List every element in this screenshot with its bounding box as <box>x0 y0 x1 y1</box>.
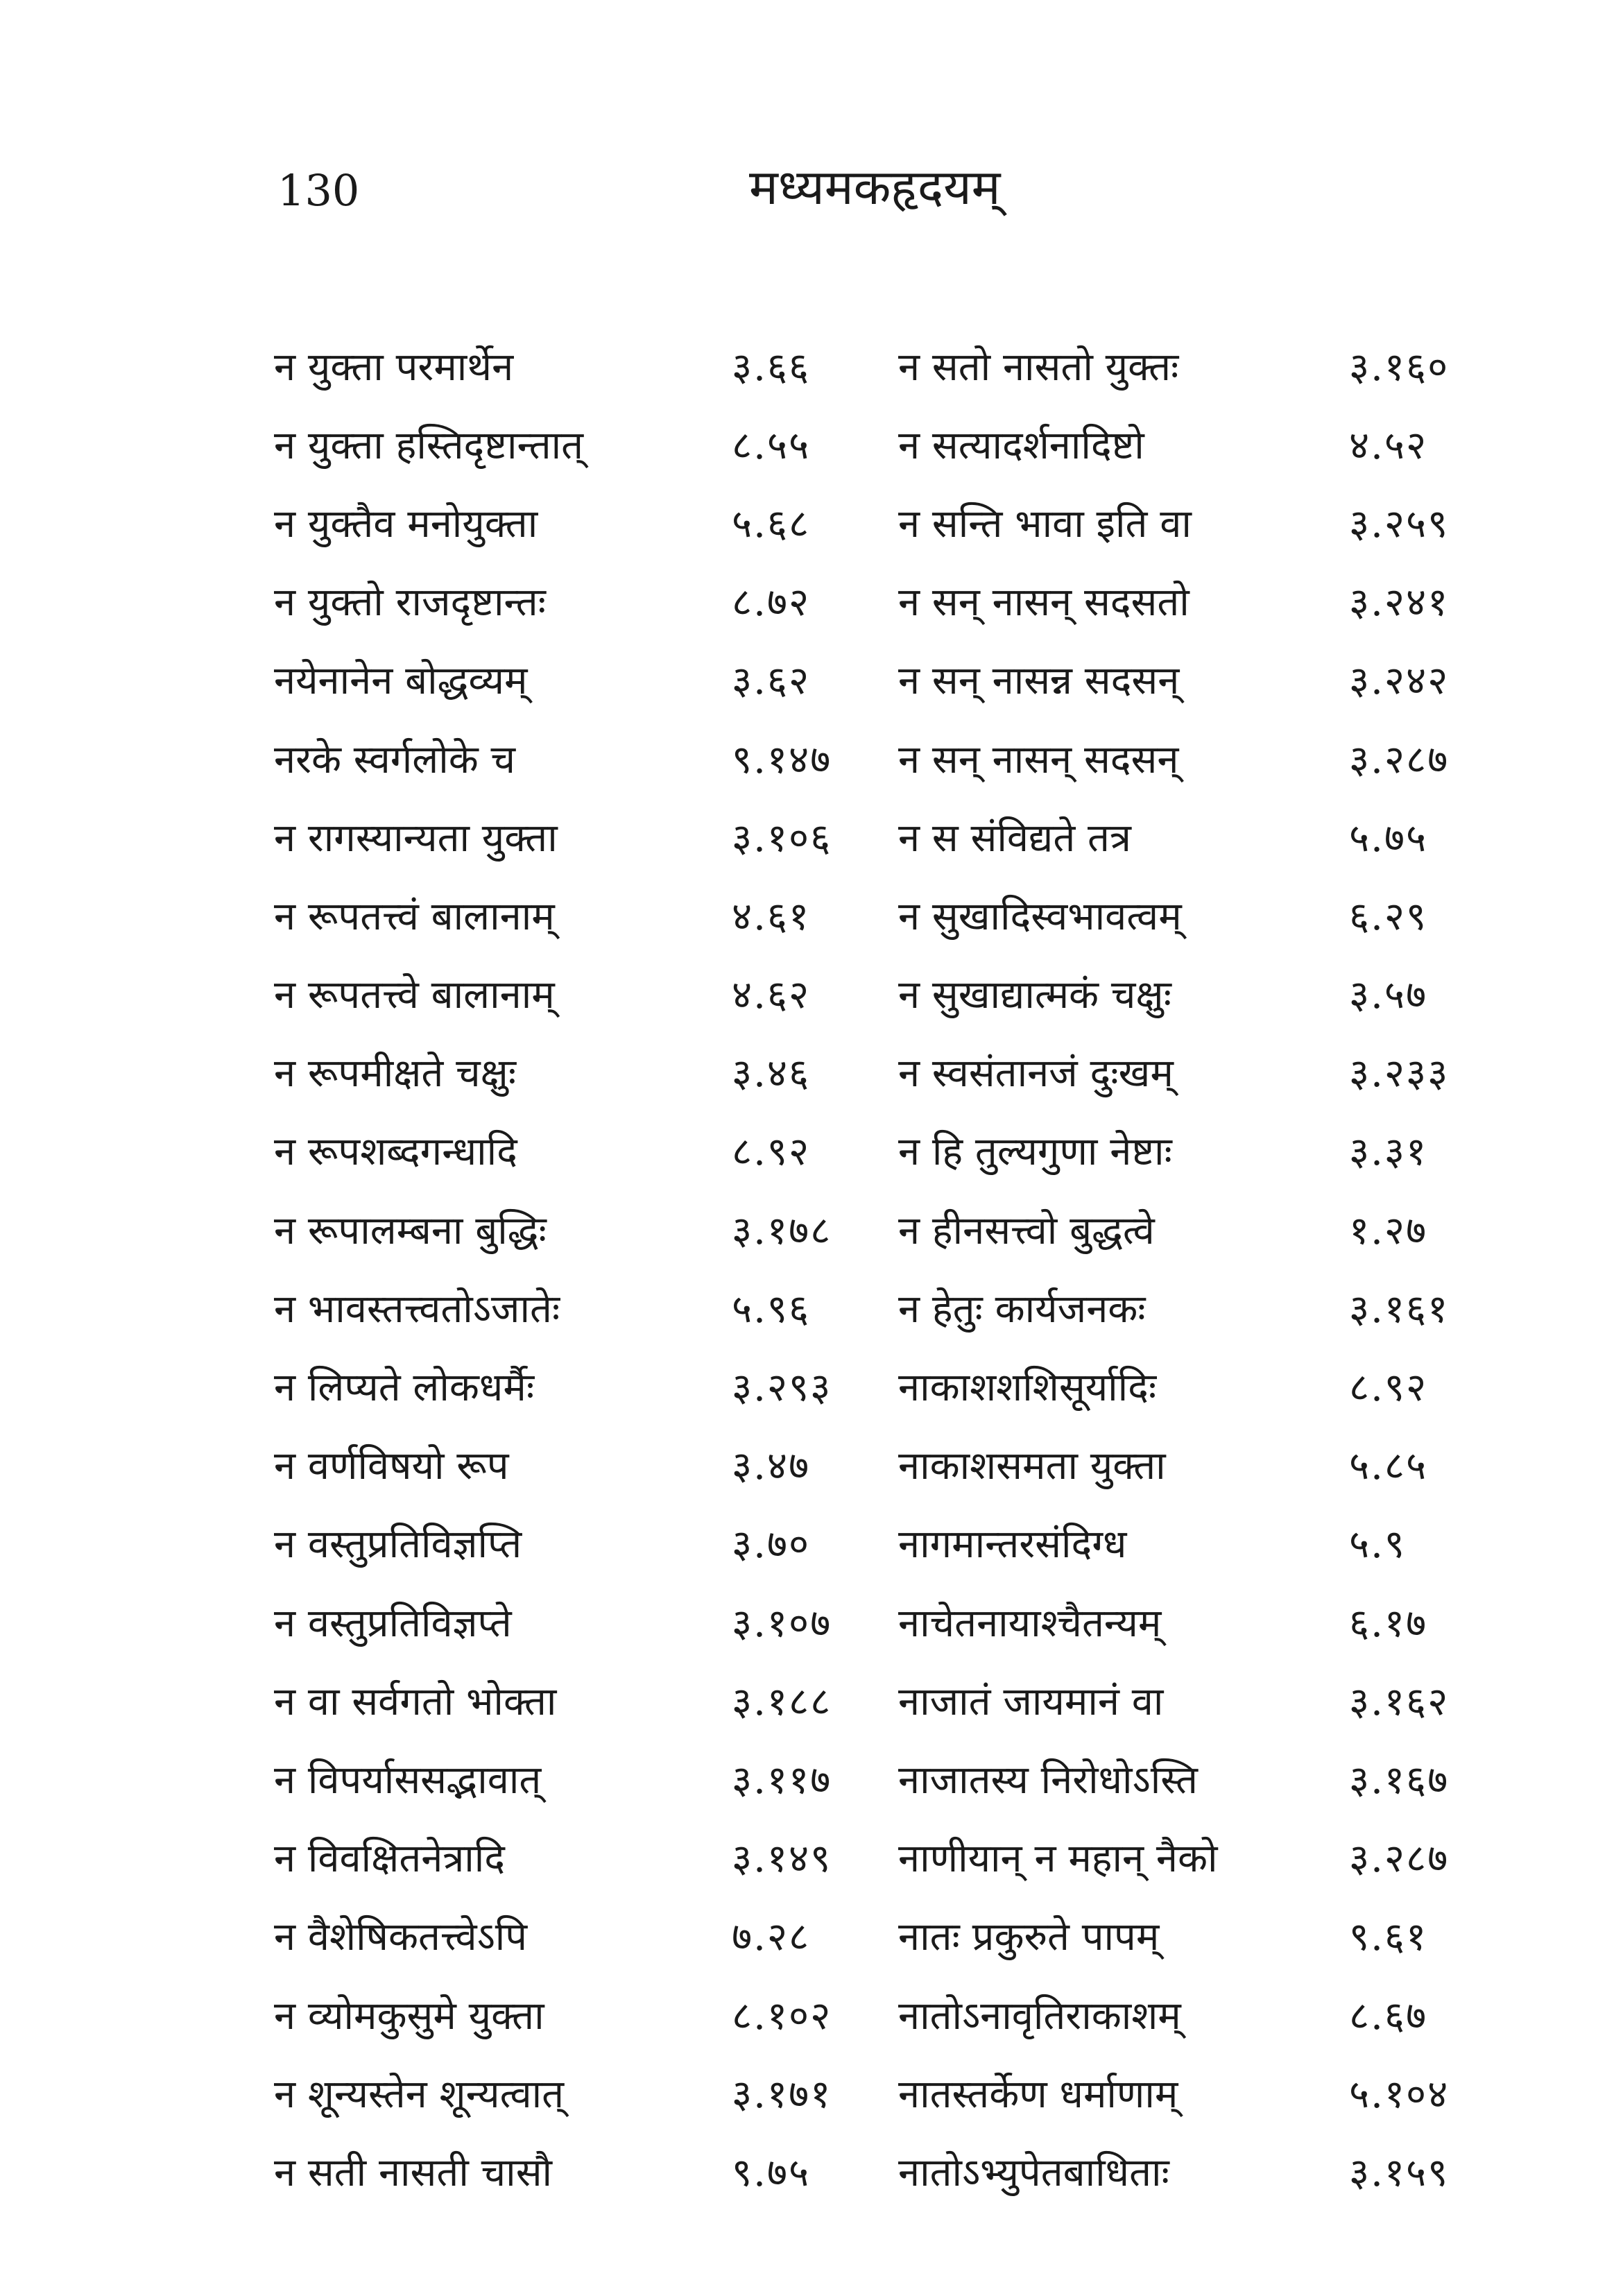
verse-reference: ६.१७ <box>1349 1600 1428 1646</box>
index-row <box>274 2132 1522 2210</box>
verse-first-line: न रूपालम्बना बुद्धिः <box>274 1208 547 1253</box>
verse-first-line: न व्योमकुसुमे युक्ता <box>274 1993 544 2039</box>
index-row <box>274 326 1522 404</box>
running-title: मध्यमकहृदयम् <box>749 159 1001 216</box>
index-row <box>274 404 1522 483</box>
verse-first-line: न रागस्यान्यता युक्ता <box>274 815 558 861</box>
verse-reference: ३.१०७ <box>732 1600 832 1646</box>
verse-reference: ८.७२ <box>732 580 811 626</box>
verse-first-line: न स संविद्यते तत्र <box>898 815 1131 861</box>
index-row <box>274 1268 1522 1346</box>
verse-first-line: न सतो नासतो युक्तः <box>898 344 1179 390</box>
verse-first-line: न सन् नासन्न सदसन् <box>898 658 1180 704</box>
verse-first-line: नातः प्रकुरुते पापम् <box>898 1914 1160 1960</box>
verse-reference: ८.१०२ <box>732 1993 832 2039</box>
verse-first-line: न वस्तुप्रतिविज्ञप्ते <box>274 1600 512 1646</box>
verse-first-line: न सती नासती चासौ <box>274 2150 553 2195</box>
index-row <box>274 1896 1522 1975</box>
verse-first-line: न रूपतत्त्वे बालानाम् <box>274 973 555 1018</box>
verse-first-line: न रूपतत्त्वं बालानाम् <box>274 893 555 939</box>
verse-reference: ५.९६ <box>732 1286 811 1332</box>
verse-first-line: न सत्यादर्शनादिष्टो <box>898 422 1144 468</box>
verse-first-line: नरके स्वर्गलोके च <box>274 737 516 782</box>
verse-first-line: न वा सर्वगतो भोक्ता <box>274 1679 557 1724</box>
verse-first-line: न वर्णविषयो रूप <box>274 1443 509 1489</box>
verse-first-line: न हि तुल्यगुणा नेष्टाः <box>898 1129 1172 1175</box>
index-row <box>274 954 1522 1033</box>
verse-reference: ३.४६ <box>732 1051 811 1097</box>
verse-reference: ४.६१ <box>732 893 811 939</box>
verse-reference: ८.९२ <box>732 1129 811 1175</box>
index-row <box>274 1425 1522 1504</box>
verse-reference: ८.६७ <box>1349 1993 1428 2039</box>
verse-first-line: न हेतुः कार्यजनकः <box>898 1286 1146 1332</box>
index-row <box>274 562 1522 640</box>
verse-reference: ३.२९३ <box>732 1365 832 1411</box>
verse-first-line: नाजातस्य निरोधोऽस्ति <box>898 1757 1198 1803</box>
verse-first-line: न वस्तुप्रतिविज्ञप्ति <box>274 1522 522 1568</box>
verse-reference: ३.१७१ <box>732 2071 832 2117</box>
verse-reference: ३.५७ <box>1349 973 1428 1018</box>
verse-reference: ३.१७८ <box>732 1208 832 1253</box>
verse-reference: ९.६१ <box>1349 1914 1428 1960</box>
verse-first-line: न सन्ति भावा इति वा <box>898 501 1192 547</box>
verse-reference: ३.२३३ <box>1349 1051 1450 1097</box>
verse-index-table <box>274 326 1522 2211</box>
index-row <box>274 1818 1522 1896</box>
verse-first-line: नाजातं जायमानं वा <box>898 1679 1164 1724</box>
verse-reference: ५.८५ <box>1349 1443 1428 1489</box>
verse-reference: ४.६२ <box>732 973 811 1018</box>
verse-first-line: न स्वसंतानजं दुःखम् <box>898 1051 1174 1097</box>
index-row <box>274 483 1522 561</box>
verse-first-line: न भावस्तत्त्वतोऽजातेः <box>274 1286 560 1332</box>
verse-reference: ३.१४९ <box>732 1836 832 1882</box>
verse-reference: ५.७५ <box>1349 815 1428 861</box>
verse-first-line: नातस्तर्केण धर्माणाम् <box>898 2071 1178 2117</box>
verse-reference: ८.९२ <box>1349 1365 1428 1411</box>
verse-reference: ८.५५ <box>732 422 811 468</box>
verse-reference: ४.५२ <box>1349 422 1428 468</box>
verse-first-line: न वैशेषिकतत्त्वेऽपि <box>274 1914 528 1960</box>
verse-reference: ३.२४२ <box>1349 658 1450 704</box>
index-row <box>274 719 1522 797</box>
index-row <box>274 1504 1522 1582</box>
verse-first-line: न युक्ता हस्तिदृष्टान्तात् <box>274 422 584 468</box>
verse-reference: ३.४७ <box>732 1443 811 1489</box>
verse-reference: ३.१५९ <box>1349 2150 1450 2195</box>
verse-first-line: न विवक्षितनेत्रादि <box>274 1836 505 1882</box>
index-row <box>274 1975 1522 2053</box>
index-row <box>274 1033 1522 1111</box>
verse-first-line: न युक्तैव मनोयुक्ता <box>274 501 538 547</box>
verse-reference: ३.११७ <box>732 1757 832 1803</box>
verse-first-line: नाचेतनायाश्चैतन्यम् <box>898 1600 1162 1646</box>
verse-first-line: न लिप्यते लोकधर्मैः <box>274 1365 535 1411</box>
verse-reference: ३.२५९ <box>1349 501 1450 547</box>
verse-first-line: न रूपमीक्षते चक्षुः <box>274 1051 517 1097</box>
verse-reference: ७.२८ <box>732 1914 811 1960</box>
index-row <box>274 1739 1522 1817</box>
index-row <box>274 640 1522 719</box>
verse-first-line: नाकाशशशिसूर्यादिः <box>898 1365 1157 1411</box>
verse-reference: ९.१४७ <box>732 737 832 782</box>
index-row <box>274 1346 1522 1425</box>
verse-reference: ५.६८ <box>732 501 811 547</box>
verse-reference: ३.६६ <box>732 344 811 390</box>
verse-reference: ३.१६० <box>1349 344 1450 390</box>
verse-first-line: न सन् नासन् सदसन् <box>898 737 1179 782</box>
index-row <box>274 2053 1522 2132</box>
page-number: 130 <box>277 165 360 216</box>
verse-reference: ३.१६१ <box>1349 1286 1450 1332</box>
verse-reference: ३.१६२ <box>1349 1679 1450 1724</box>
verse-reference: ६.२९ <box>1349 893 1428 939</box>
verse-reference: ३.१०६ <box>732 815 832 861</box>
index-row <box>274 797 1522 875</box>
verse-first-line: नातोऽनावृतिराकाशम् <box>898 1993 1181 2039</box>
verse-first-line: नागमान्तरसंदिग्ध <box>898 1522 1127 1568</box>
verse-first-line: न सुखादिस्वभावत्वम् <box>898 893 1182 939</box>
index-row <box>274 1111 1522 1190</box>
verse-reference: १.२७ <box>1349 1208 1428 1253</box>
verse-first-line: नाकाशसमता युक्ता <box>898 1443 1166 1489</box>
verse-first-line: न हीनसत्त्वो बुद्धत्वे <box>898 1208 1155 1253</box>
verse-reference: ३.२८७ <box>1349 737 1450 782</box>
verse-first-line: न रूपशब्दगन्धादि <box>274 1129 517 1175</box>
verse-reference: ३.७० <box>732 1522 811 1568</box>
verse-first-line: न युक्तो राजदृष्टान्तः <box>274 580 546 626</box>
verse-reference: ३.२८७ <box>1349 1836 1450 1882</box>
verse-first-line: न सुखाद्यात्मकं चक्षुः <box>898 973 1171 1018</box>
verse-reference: ३.२४१ <box>1349 580 1450 626</box>
verse-first-line: नातोऽभ्युपेतबाधिताः <box>898 2150 1169 2195</box>
index-row <box>274 875 1522 954</box>
verse-first-line: नयेनानेन बोद्धव्यम् <box>274 658 528 704</box>
index-row <box>274 1190 1522 1268</box>
verse-reference: ५.१०४ <box>1349 2071 1450 2117</box>
verse-first-line: न शून्यस्तेन शून्यत्वात् <box>274 2071 565 2117</box>
index-row <box>274 1582 1522 1661</box>
verse-reference: ९.७५ <box>732 2150 811 2195</box>
verse-index-body <box>274 326 1522 2211</box>
verse-first-line: न सन् नासन् सदसतो <box>898 580 1190 626</box>
index-row <box>274 1661 1522 1739</box>
verse-first-line: नाणीयान् न महान् नैको <box>898 1836 1218 1882</box>
verse-reference: ३.१८८ <box>732 1679 832 1724</box>
verse-first-line: न युक्ता परमार्थेन <box>274 344 514 390</box>
verse-reference: ३.६२ <box>732 658 811 704</box>
verse-first-line: न विपर्याससद्भावात् <box>274 1757 542 1803</box>
verse-reference: ३.३१ <box>1349 1129 1428 1175</box>
verse-reference: ५.९ <box>1349 1522 1407 1568</box>
verse-reference: ३.१६७ <box>1349 1757 1450 1803</box>
